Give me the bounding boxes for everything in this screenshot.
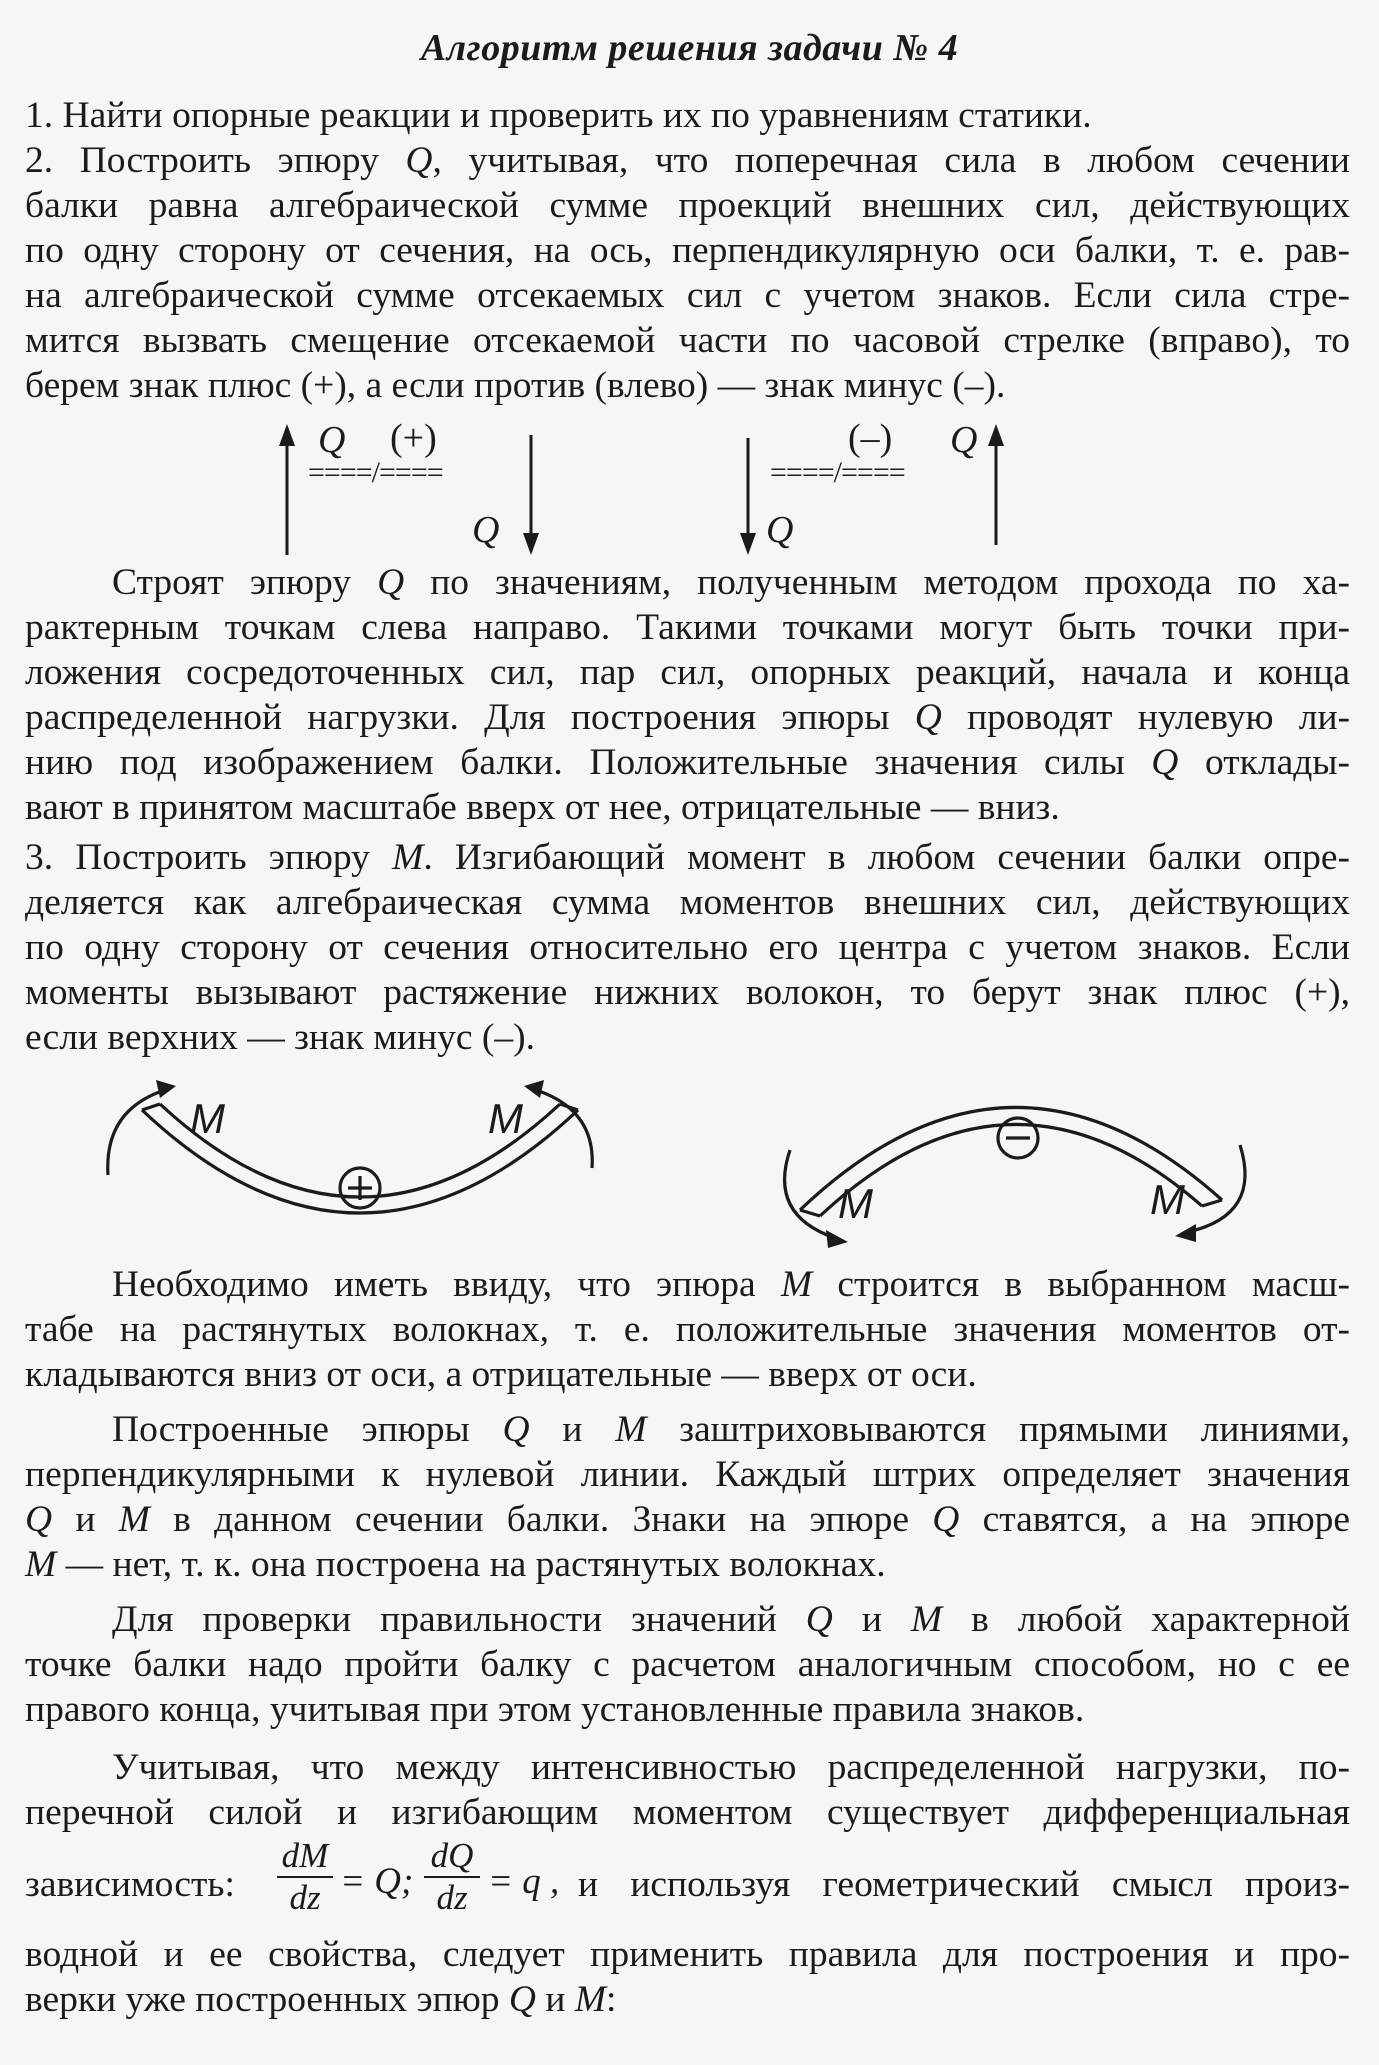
para-diff-line-2: перечной силой и изгибающим моментом существует дифференциальная	[25, 1792, 1350, 1833]
para-hatch-line-3: Q и M в данном сечении балки. Знаки на эпюре Q ставятся, а на эпюре	[25, 1499, 1351, 1540]
para-m-line-1: Необходимо иметь ввиду, что эпюра M строится в выбранном масш-	[112, 1264, 1350, 1305]
para-hatch-line-4: M — нет, т. к. она построена на растянутых волокнах.	[25, 1544, 886, 1585]
m-left-diagram-left-label: M	[190, 1095, 225, 1142]
para-check-line-1: Для проверки правильности значений Q и M в любой характерной	[112, 1599, 1351, 1640]
para-m-line-3: кладываются вниз от оси, а отрицательные — вверх от оси.	[25, 1354, 977, 1395]
step-2-line-6: берем знак плюс (+), а если против (влево) — знак минус (–).	[25, 365, 1006, 406]
step-1-line: 1. Найти опорные реакции и проверить их по уравнениям статики.	[25, 95, 1092, 136]
para-hatch-line-1: Построенные эпюры Q и M заштриховываются прямыми линиями,	[112, 1409, 1350, 1450]
fraction-dq-dz	[422, 1836, 482, 1918]
step-3-line-5: если верхних — знак минус (–).	[25, 1017, 536, 1058]
para-m-line-2: табе на растянутых волокнах, т. е. положительные значения моментов от-	[25, 1309, 1350, 1350]
q-right-section: ====/====	[770, 456, 905, 489]
step-2-line-4: на алгебраической сумме отсекаемых сил с учетом знаков. Если сила стре-	[25, 275, 1350, 316]
formula-eq-q: = Q;	[340, 1861, 414, 1902]
fraction-dm-dz	[275, 1836, 335, 1918]
q-left-section: ====/====	[308, 456, 443, 489]
q-right-sign: (–)	[848, 417, 893, 459]
fraction-dq-numerator: dQ	[430, 1836, 474, 1875]
para-q-line-6: вают в принятом масштабе вверх от нее, отрицательные — вниз.	[25, 787, 1060, 828]
para-q-line-1: Строят эпюру Q по значениям, полученным методом прохода по ха-	[112, 562, 1350, 603]
fraction-dm-numerator: dM	[281, 1836, 329, 1875]
step-2-line-2: балки равна алгебраической сумме проекций внешних сил, действующих	[25, 185, 1350, 226]
para-diff-line-3-tail: и используя геометрический смысл произ-	[578, 1864, 1350, 1905]
m-left-diagram-right-label: M	[488, 1095, 523, 1142]
q-right-top-label: Q	[950, 419, 978, 461]
para-check-line-2: точке балки надо пройти балку с расчетом аналогичным способом, но с ее	[25, 1644, 1350, 1685]
step-2-line-5: мится вызвать смещение отсекаемой части по часовой стрелке (вправо), то	[25, 320, 1350, 361]
para-hatch-line-2: перпендикулярными к нулевой линии. Каждый штрих определяет значения	[25, 1454, 1350, 1495]
para-q-line-3: ложения сосредоточенных сил, пар сил, опорных реакций, начала и конца	[25, 652, 1350, 693]
dependency-label: зависимость:	[25, 1864, 235, 1905]
q-left-top-label: Q	[318, 419, 346, 461]
m-right-diagram-left-label: M	[838, 1180, 873, 1227]
step-3-line-3: по одну сторону от сечения относительно его центра с учетом знаков. Если	[25, 927, 1350, 968]
q-right-bottom-label: Q	[766, 509, 794, 551]
q-left-bottom-label: Q	[472, 509, 500, 551]
para-diff-line-5: верки уже построенных эпюр Q и M:	[25, 1979, 617, 2020]
fraction-dq-denominator: dz	[436, 1878, 468, 1917]
step-2-line-1: 2. Построить эпюру Q, учитывая, что поперечная сила в любом сечении	[25, 140, 1350, 181]
m-right-diagram-right-label: M	[1150, 1176, 1185, 1223]
page-title: Алгоритм решения задачи № 4	[420, 27, 959, 69]
para-check-line-3: правого конца, учитывая при этом установленные правила знаков.	[25, 1689, 1085, 1730]
step-3-line-2: деляется как алгебраическая сумма моментов внешних сил, действующих	[25, 882, 1350, 923]
para-q-line-5: нию под изображением балки. Положительные значения силы Q отклады-	[25, 742, 1350, 783]
fraction-dm-denominator: dz	[289, 1878, 321, 1917]
para-q-line-2: рактерным точкам слева направо. Такими точками могут быть точки при-	[25, 607, 1350, 648]
step-3-line-1: 3. Построить эпюру M. Изгибающий момент в любом сечении балки опре-	[25, 837, 1351, 878]
para-diff-line-4: водной и ее свойства, следует применить правила для построения и про-	[25, 1934, 1350, 1975]
step-2-line-3: по одну сторону от сечения, на ось, перпендикулярную оси балки, т. е. рав-	[25, 230, 1350, 271]
step-3-line-4: моменты вызывают растяжение нижних волокон, то берут знак плюс (+),	[25, 972, 1350, 1013]
q-left-sign: (+)	[390, 417, 437, 459]
para-diff-line-1: Учитывая, что между интенсивностью распределенной нагрузки, по-	[112, 1747, 1350, 1788]
formula-eq-small-q: = q ,	[488, 1861, 560, 1902]
para-q-line-4: распределенной нагрузки. Для построения эпюры Q проводят нулевую ли-	[25, 697, 1350, 738]
